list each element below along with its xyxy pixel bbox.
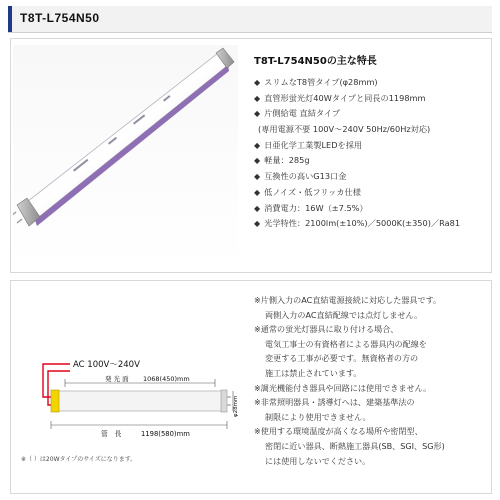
note-line: 制限により使用できません。 (265, 411, 371, 422)
diamond-bullet-icon: ◆ (254, 172, 261, 182)
feature-text: 直管形蛍光灯40Wタイプと同長の1198mm (264, 92, 426, 103)
feature-item (254, 91, 460, 107)
feature-item (254, 201, 460, 217)
wiring-diagram (15, 331, 241, 481)
feature-item (254, 216, 460, 232)
note-line: 密閉に近い器具、断熱施工器具(SB、SGI、SG形) (265, 440, 445, 451)
feature-text: 片側給電 直結タイプ (264, 108, 341, 119)
feature-item (254, 106, 460, 122)
feature-text: スリムなT8管タイプ(φ28mm) (264, 77, 378, 87)
note-line: 電気工事士の有資格者による器具内の配線を (265, 338, 427, 349)
note-line: ※調光機能付き器具や回路には使用できません。 (254, 382, 432, 393)
diameter-label: φ28mm (233, 395, 239, 417)
diamond-bullet-icon: ◆ (254, 109, 261, 119)
feature-text: 軽量：285g (264, 155, 310, 166)
features-heading: T8T-L754N50の主な特長 (254, 56, 377, 67)
tube-cap-right (221, 390, 227, 412)
note-line: ※片側入力のAC直結電源接続に対応した器具です。 (254, 295, 442, 305)
diamond-bullet-icon: ◆ (254, 203, 261, 213)
diamond-bullet-icon: ◆ (254, 78, 261, 87)
ac-voltage-label: AC 100V～240V (73, 360, 140, 370)
diamond-bullet-icon: ◆ (254, 219, 261, 229)
feature-text: 互換性の高いG13口金 (264, 171, 347, 182)
product-photo (13, 45, 238, 269)
feature-item (254, 169, 460, 185)
diamond-bullet-icon: ◆ (254, 140, 261, 150)
feature-item (254, 75, 460, 91)
feature-item (254, 153, 460, 169)
led-tube-image (13, 45, 238, 269)
title-accent-bar (8, 6, 12, 32)
length-dimension: 1198(580)mm (141, 430, 190, 438)
feature-item (254, 122, 460, 138)
note-line: 変更する工事が必要です。無資格者の方の (265, 353, 419, 364)
title-bar (8, 6, 492, 33)
emission-label: 発 光 面 (105, 375, 129, 383)
page-title: T8T-L754N50 (20, 11, 100, 25)
feature-list (254, 75, 460, 232)
feature-text: 光学特性：2100lm(±10%)／5000K(±350)／Ra81 (264, 218, 461, 229)
note-line: ※使用する環境温度が高くなる場所や密閉型、 (254, 426, 423, 437)
diamond-bullet-icon: ◆ (254, 187, 261, 197)
emission-dimension: 1068(450)mm (143, 375, 190, 383)
tube-body (57, 391, 223, 411)
note-line: には使用しないでください。 (265, 455, 371, 466)
length-label: 管 長 (101, 430, 122, 438)
note-line: 両側入力のAC直結配線では点灯しません。 (265, 309, 423, 320)
note-line: ※通常の蛍光灯器具に取り付ける場合、 (254, 324, 399, 335)
feature-item (254, 185, 460, 201)
diamond-bullet-icon: ◆ (254, 156, 261, 166)
diagram-footnote: ※（ ）は20Wタイプのサイズになります。 (21, 456, 137, 463)
note-line: 施工は禁止されています。 (265, 367, 362, 378)
caution-notes (254, 293, 486, 468)
notes-panel (10, 280, 492, 494)
feature-text: 消費電力：16W（±7.5%） (264, 202, 368, 213)
feature-text: 日亜化学工業製LEDを採用 (264, 139, 363, 150)
feature-text: (専用電源不要 100V～240V 50Hz/60Hz対応) (258, 124, 431, 135)
note-line: ※非常照明器具・誘導灯へは、建築基準法の (254, 397, 415, 408)
feature-item (254, 138, 460, 154)
diamond-bullet-icon: ◆ (254, 93, 261, 103)
tube-cap-left (51, 390, 59, 412)
feature-text: 低ノイズ・低フリッカ仕様 (264, 186, 361, 197)
features-panel (10, 38, 492, 273)
